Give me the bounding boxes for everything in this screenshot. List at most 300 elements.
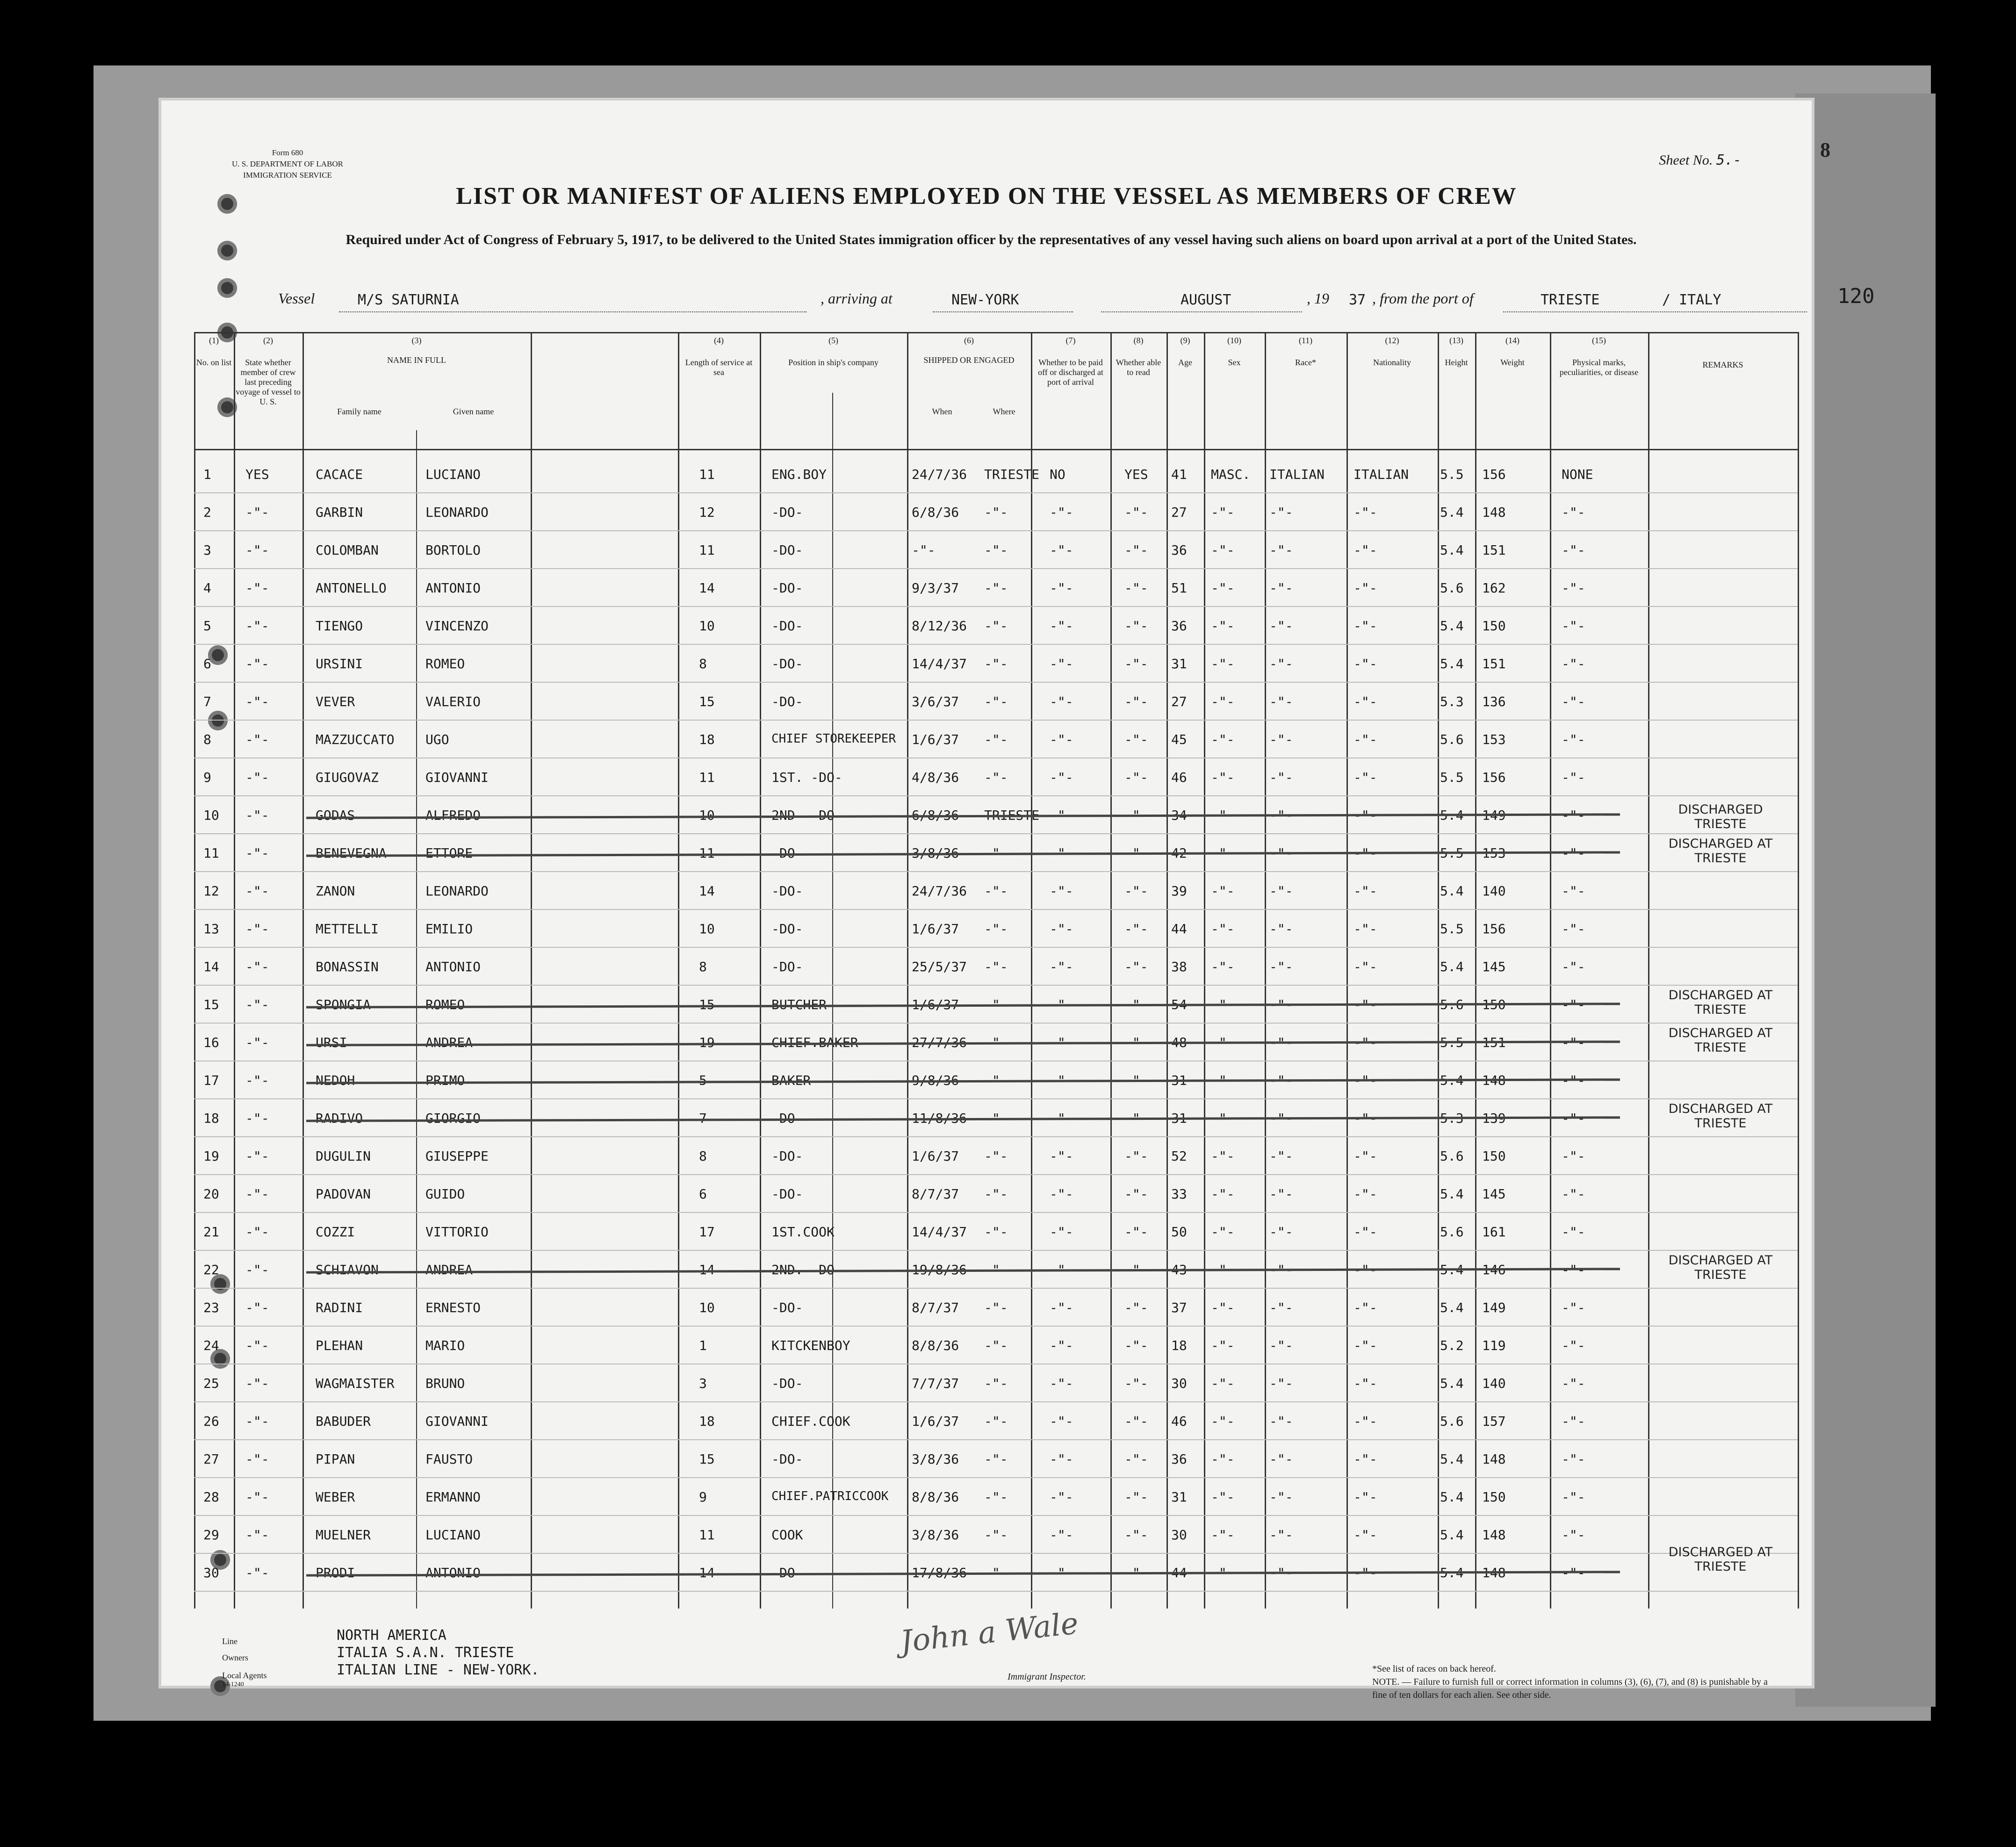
paid-off: -"- <box>1050 1489 1073 1505</box>
position: -DO- <box>771 1148 803 1164</box>
col-race-header-num: (11) <box>1298 336 1313 345</box>
prev-voyage: -"- <box>245 1527 269 1543</box>
sex: -"- <box>1211 921 1235 937</box>
form-header <box>208 147 367 181</box>
line-label: Line <box>222 1637 238 1646</box>
table-row <box>194 1443 1648 1481</box>
race: -"- <box>1269 1300 1293 1315</box>
race: -"- <box>1269 1035 1293 1050</box>
given-name: VINCENZO <box>425 618 489 634</box>
vessel-line <box>278 284 1875 318</box>
paid-off: -"- <box>1050 883 1073 899</box>
family-name: ANTONELLO <box>316 580 387 596</box>
nationality: -"- <box>1354 1186 1377 1202</box>
physical-marks: -"- <box>1562 1111 1585 1126</box>
discharged-stamp: DISCHARGED AT TRIESTE <box>1668 1253 1773 1283</box>
header-bottom <box>194 449 1798 450</box>
position: -DO- <box>771 1111 803 1126</box>
vessel-label: Vessel <box>278 290 315 307</box>
given-name: BORTOLO <box>425 542 481 558</box>
manifest-page <box>161 101 1875 1700</box>
family-name: URSINI <box>316 656 363 671</box>
row-number: 14 <box>203 959 219 974</box>
row-number: 5 <box>203 618 211 634</box>
able-to-read: -"- <box>1124 1489 1148 1505</box>
table-row <box>194 1178 1648 1216</box>
row-number: 15 <box>203 997 219 1012</box>
race: -"- <box>1269 959 1293 974</box>
service-length: 15 <box>699 1451 715 1467</box>
age: 52 <box>1171 1148 1187 1164</box>
col-age-header: Age <box>1178 358 1192 367</box>
able-to-read: -"- <box>1124 1148 1148 1164</box>
given-name: GIORGIO <box>425 1111 481 1126</box>
table-row <box>194 534 1648 572</box>
position: -DO- <box>771 694 803 709</box>
table-row <box>194 761 1648 799</box>
sex: -"- <box>1211 845 1235 861</box>
nationality: -"- <box>1354 1376 1377 1391</box>
row-number: 6 <box>203 656 211 671</box>
able-to-read: -"- <box>1124 1414 1148 1429</box>
prev-voyage: -"- <box>245 1186 269 1202</box>
height: 5.6 <box>1440 732 1464 747</box>
paid-off: -"- <box>1050 1527 1073 1543</box>
height: 5.4 <box>1440 542 1464 558</box>
weight: 161 <box>1482 1224 1506 1240</box>
paid-off: -"- <box>1050 1186 1073 1202</box>
row-number: 18 <box>203 1111 219 1126</box>
table-row <box>194 1367 1648 1405</box>
physical-marks: -"- <box>1562 921 1585 937</box>
given-name: VITTORIO <box>425 1224 489 1240</box>
position: 1ST.COOK <box>771 1224 835 1240</box>
position: -DO- <box>771 845 803 861</box>
height: 5.5 <box>1440 770 1464 785</box>
given-name: GIUSEPPE <box>425 1148 489 1164</box>
col-name-header-num: (3) <box>411 336 422 345</box>
family-name: PLEHAN <box>316 1338 363 1353</box>
prev-voyage: -"- <box>245 845 269 861</box>
shipped-when: 11/8/36 <box>912 1111 967 1126</box>
col-age-header-num: (9) <box>1180 336 1190 345</box>
able-to-read: -"- <box>1124 580 1148 596</box>
physical-marks: -"- <box>1562 1414 1585 1429</box>
weight: 156 <box>1482 770 1506 785</box>
shipped-where: -"- <box>984 1451 1008 1467</box>
prev-voyage: -"- <box>245 1111 269 1126</box>
age: 46 <box>1171 1414 1187 1429</box>
column-rule <box>1648 332 1649 1609</box>
nationality: -"- <box>1354 542 1377 558</box>
shipped-when: -"- <box>912 542 936 558</box>
age: 39 <box>1171 883 1187 899</box>
given-name-header: Given name <box>453 407 494 416</box>
prev-voyage: -"- <box>245 770 269 785</box>
weight: 150 <box>1482 1148 1506 1164</box>
family-name: PIPAN <box>316 1451 355 1467</box>
service-length: 8 <box>699 656 707 671</box>
given-name: EMILIO <box>425 921 473 937</box>
col-height-header: Height <box>1445 358 1468 367</box>
family-name: GIUGOVAZ <box>316 770 379 785</box>
row-number: 19 <box>203 1148 219 1164</box>
prev-voyage: -"- <box>245 656 269 671</box>
service-length: 6 <box>699 1186 707 1202</box>
family-name: TIENGO <box>316 618 363 634</box>
race: -"- <box>1269 618 1293 634</box>
race: -"- <box>1269 1111 1293 1126</box>
col-paid-header-num: (7) <box>1066 336 1076 345</box>
family-name: URSI <box>316 1035 347 1050</box>
paid-off: -"- <box>1050 1148 1073 1164</box>
service-length: 11 <box>699 467 715 482</box>
given-name: LEONARDO <box>425 505 489 520</box>
position: BAKER <box>771 1073 811 1088</box>
shipped-when: 9/3/37 <box>912 580 959 596</box>
physical-marks: -"- <box>1562 1565 1585 1580</box>
able-to-read: -"- <box>1124 770 1148 785</box>
prev-voyage: -"- <box>245 580 269 596</box>
nationality: -"- <box>1354 997 1377 1012</box>
shipped-where: TRIESTE <box>984 808 1040 823</box>
sex: -"- <box>1211 618 1235 634</box>
shipped-where: -"- <box>984 1186 1008 1202</box>
position: COOK <box>771 1527 803 1543</box>
page-corner-mark: 8 <box>1820 138 1830 161</box>
service-length: 10 <box>699 1300 715 1315</box>
age: 38 <box>1171 959 1187 974</box>
position: 2ND- -DO- <box>771 808 842 823</box>
family-name: PADOVAN <box>316 1186 371 1202</box>
service-length: 12 <box>699 505 715 520</box>
race: -"- <box>1269 808 1293 823</box>
nationality: -"- <box>1354 1527 1377 1543</box>
service-length: 14 <box>699 1565 715 1580</box>
table-row <box>194 458 1648 496</box>
age: 30 <box>1171 1527 1187 1543</box>
col-service-header: Length of service at sea <box>685 358 753 377</box>
remarks-header: REMARKS <box>1702 360 1743 369</box>
nationality: -"- <box>1354 770 1377 785</box>
col-prev-header: State whether member of crew last preceding voyage of vessel to U. S. <box>236 358 301 406</box>
row-number: 2 <box>203 505 211 520</box>
col-read-header: Whether able to read <box>1116 358 1161 377</box>
paid-off: -"- <box>1050 770 1073 785</box>
nationality: -"- <box>1354 1489 1377 1505</box>
vessel-name: M/S SATURNIA <box>358 292 459 308</box>
nationality: -"- <box>1354 1451 1377 1467</box>
sex: -"- <box>1211 1376 1235 1391</box>
weight: 153 <box>1482 845 1506 861</box>
race: -"- <box>1269 1414 1293 1429</box>
able-to-read: -"- <box>1124 845 1148 861</box>
service-length: 10 <box>699 921 715 937</box>
height: 5.6 <box>1440 997 1464 1012</box>
punch-hole <box>217 241 237 260</box>
owners-value: ITALIA S.A.N. TRIESTE <box>337 1645 514 1661</box>
service-length: 9 <box>699 1489 707 1505</box>
when-header: When <box>932 407 952 416</box>
service-length: 11 <box>699 845 715 861</box>
family-name: RADINI <box>316 1300 363 1315</box>
col-weight-header-num: (14) <box>1505 336 1519 345</box>
position: -DO- <box>771 883 803 899</box>
sex: -"- <box>1211 732 1235 747</box>
requirement-text: Required under Act of Congress of February 5, 1917, to be delivered to the United States immigration officer by the representatives of any vessel having such aliens on board upon arrival at a port of the United States. <box>346 232 1637 247</box>
table-row <box>194 1329 1648 1367</box>
departure-country: / ITALY <box>1662 292 1721 308</box>
able-to-read: -"- <box>1124 1073 1148 1088</box>
mount-board-edge <box>1795 94 1936 1707</box>
row-number: 4 <box>203 580 211 596</box>
service-length: 3 <box>699 1376 707 1391</box>
sex: -"- <box>1211 1262 1235 1277</box>
race: -"- <box>1269 732 1293 747</box>
nationality: -"- <box>1354 1073 1377 1088</box>
service-length: 15 <box>699 694 715 709</box>
prev-voyage: -"- <box>245 1338 269 1353</box>
weight: 162 <box>1482 580 1506 596</box>
row-number: 13 <box>203 921 219 937</box>
position: CHIEF.COOK <box>771 1414 850 1429</box>
service-length: 14 <box>699 883 715 899</box>
shipped-when: 17/8/36 <box>912 1565 967 1580</box>
sex: -"- <box>1211 505 1235 520</box>
sex: -"- <box>1211 656 1235 671</box>
table-row <box>194 913 1648 951</box>
race: -"- <box>1269 1148 1293 1164</box>
nationality: -"- <box>1354 921 1377 937</box>
position: -DO- <box>771 1300 803 1315</box>
weight: 146 <box>1482 1262 1506 1277</box>
row-number: 28 <box>203 1489 219 1505</box>
weight: 139 <box>1482 1111 1506 1126</box>
age: 33 <box>1171 1186 1187 1202</box>
prev-voyage: -"- <box>245 1073 269 1088</box>
nationality: -"- <box>1354 1338 1377 1353</box>
weight: 140 <box>1482 1376 1506 1391</box>
row-number: 8 <box>203 732 211 747</box>
family-name: BENEVEGNA <box>316 845 387 861</box>
height: 5.4 <box>1440 1376 1464 1391</box>
shipped-where: -"- <box>984 1224 1008 1240</box>
service-length: 18 <box>699 1414 715 1429</box>
position: 2ND. -DO- <box>771 1262 842 1277</box>
prev-voyage: -"- <box>245 959 269 974</box>
physical-marks: -"- <box>1562 997 1585 1012</box>
weight: 153 <box>1482 732 1506 747</box>
table-row <box>194 1519 1648 1557</box>
race: -"- <box>1269 770 1293 785</box>
shipped-where: -"- <box>984 1148 1008 1164</box>
row-number: 21 <box>203 1224 219 1240</box>
prev-voyage: -"- <box>245 1376 269 1391</box>
age: 48 <box>1171 1035 1187 1050</box>
prev-voyage: -"- <box>245 1262 269 1277</box>
race: -"- <box>1269 1527 1293 1543</box>
prev-voyage: -"- <box>245 808 269 823</box>
nationality: -"- <box>1354 1224 1377 1240</box>
paid-off: -"- <box>1050 1073 1073 1088</box>
physical-marks: -"- <box>1562 618 1585 634</box>
nationality: -"- <box>1354 1262 1377 1277</box>
races-note: *See list of races on back hereof. <box>1372 1664 1496 1674</box>
shipped-where: -"- <box>984 921 1008 937</box>
shipped-when: 14/4/37 <box>912 1224 967 1240</box>
able-to-read: -"- <box>1124 883 1148 899</box>
prev-voyage: -"- <box>245 694 269 709</box>
height: 5.5 <box>1440 921 1464 937</box>
age: 51 <box>1171 580 1187 596</box>
arrival-month: AUGUST <box>1181 292 1231 308</box>
shipped-when: 9/8/36 <box>912 1073 959 1088</box>
age: 30 <box>1171 1376 1187 1391</box>
nationality: -"- <box>1354 694 1377 709</box>
service-length: 8 <box>699 1148 707 1164</box>
table-row <box>194 1291 1648 1329</box>
physical-marks: -"- <box>1562 1262 1585 1277</box>
prev-voyage: -"- <box>245 1565 269 1580</box>
weight: 136 <box>1482 694 1506 709</box>
weight: 145 <box>1482 1186 1506 1202</box>
sex: -"- <box>1211 1111 1235 1126</box>
position: CHIEF.BAKER <box>771 1035 858 1050</box>
race: -"- <box>1269 1073 1293 1088</box>
shipped-where: -"- <box>984 1565 1008 1580</box>
sex: -"- <box>1211 580 1235 596</box>
shipped-when: 3/8/36 <box>912 1451 959 1467</box>
row-number: 27 <box>203 1451 219 1467</box>
family-name: SPONGIA <box>316 997 371 1012</box>
service: IMMIGRATION SERVICE <box>243 171 332 180</box>
sex: -"- <box>1211 808 1235 823</box>
family-name: NEDOH <box>316 1073 355 1088</box>
weight: 150 <box>1482 1489 1506 1505</box>
age: 34 <box>1171 808 1187 823</box>
race: -"- <box>1269 1489 1293 1505</box>
shipped-where: -"- <box>984 959 1008 974</box>
shipped-when: 1/6/37 <box>912 1414 959 1429</box>
shipped-when: 4/8/36 <box>912 770 959 785</box>
row-number: 10 <box>203 808 219 823</box>
prev-voyage: YES <box>245 467 269 482</box>
shipped-when: 27/7/36 <box>912 1035 967 1050</box>
arrival-port: NEW-YORK <box>951 292 1019 308</box>
shipped-where: -"- <box>984 1262 1008 1277</box>
position: -DO- <box>771 656 803 671</box>
shipped-when: 8/12/36 <box>912 618 967 634</box>
col-no-header: No. on list <box>196 358 232 367</box>
physical-marks: -"- <box>1562 1451 1585 1467</box>
shipped-where: -"- <box>984 505 1008 520</box>
given-name: ANTONIO <box>425 580 481 596</box>
service-length: 17 <box>699 1224 715 1240</box>
row-number: 24 <box>203 1338 219 1353</box>
table-row <box>194 1481 1648 1519</box>
table-row <box>194 1216 1648 1254</box>
paid-off: -"- <box>1050 694 1073 709</box>
given-name: ANDREA <box>425 1262 473 1277</box>
service-length: 18 <box>699 732 715 747</box>
physical-marks: NONE <box>1562 467 1593 482</box>
prev-voyage: -"- <box>245 1148 269 1164</box>
nationality: -"- <box>1354 959 1377 974</box>
nationality: -"- <box>1354 1565 1377 1580</box>
col-read-header-num: (8) <box>1133 336 1144 345</box>
physical-marks: -"- <box>1562 1338 1585 1353</box>
age: 27 <box>1171 694 1187 709</box>
shipped-when: 6/8/36 <box>912 505 959 520</box>
departure-port: TRIESTE <box>1541 292 1600 308</box>
sex: -"- <box>1211 1489 1235 1505</box>
weight: 148 <box>1482 1073 1506 1088</box>
able-to-read: -"- <box>1124 1565 1148 1580</box>
given-name: LUCIANO <box>425 1527 481 1543</box>
race: -"- <box>1269 921 1293 937</box>
race: -"- <box>1269 542 1293 558</box>
able-to-read: -"- <box>1124 808 1148 823</box>
height: 5.4 <box>1440 1489 1464 1505</box>
family-name: GODAS <box>316 808 355 823</box>
physical-marks: -"- <box>1562 883 1585 899</box>
prev-voyage: -"- <box>245 732 269 747</box>
weight: 119 <box>1482 1338 1506 1353</box>
age: 37 <box>1171 1300 1187 1315</box>
crew-table <box>194 332 1802 1618</box>
inspector-label: Immigrant Inspector. <box>1008 1672 1086 1682</box>
weight: 150 <box>1482 997 1506 1012</box>
paid-off: -"- <box>1050 1262 1073 1277</box>
shipped-where: -"- <box>984 883 1008 899</box>
family-name: COLOMBAN <box>316 542 379 558</box>
nationality: -"- <box>1354 732 1377 747</box>
arriving-label: , arriving at <box>821 290 893 307</box>
age: 31 <box>1171 1111 1187 1126</box>
service-length: 5 <box>699 1073 707 1088</box>
header-top <box>194 332 1798 333</box>
discharged-stamp: DISCHARGED TRIESTE <box>1678 802 1763 832</box>
nationality: -"- <box>1354 618 1377 634</box>
shipped-when: 24/7/36 <box>912 883 967 899</box>
sex: -"- <box>1211 997 1235 1012</box>
weight: 156 <box>1482 467 1506 482</box>
family-name: BONASSIN <box>316 959 379 974</box>
table-row <box>194 1140 1648 1178</box>
discharged-stamp: DISCHARGED AT TRIESTE <box>1668 988 1773 1017</box>
table-row <box>194 875 1648 913</box>
family-name: BABUDER <box>316 1414 371 1429</box>
shipped-when: 8/7/37 <box>912 1300 959 1315</box>
sex: -"- <box>1211 959 1235 974</box>
nationality: -"- <box>1354 883 1377 899</box>
col-weight-header: Weight <box>1500 358 1525 367</box>
row-number: 17 <box>203 1073 219 1088</box>
service-length: 8 <box>699 959 707 974</box>
height: 5.4 <box>1440 618 1464 634</box>
paid-off: -"- <box>1050 1338 1073 1353</box>
physical-marks: -"- <box>1562 1148 1585 1164</box>
race: -"- <box>1269 1565 1293 1580</box>
sex: -"- <box>1211 1300 1235 1315</box>
position: -DO- <box>771 1451 803 1467</box>
shipped-where: -"- <box>984 1073 1008 1088</box>
height: 5.4 <box>1440 883 1464 899</box>
physical-marks: -"- <box>1562 1489 1585 1505</box>
physical-marks: -"- <box>1562 1224 1585 1240</box>
nationality: -"- <box>1354 1300 1377 1315</box>
shipped-when: 1/6/37 <box>912 921 959 937</box>
